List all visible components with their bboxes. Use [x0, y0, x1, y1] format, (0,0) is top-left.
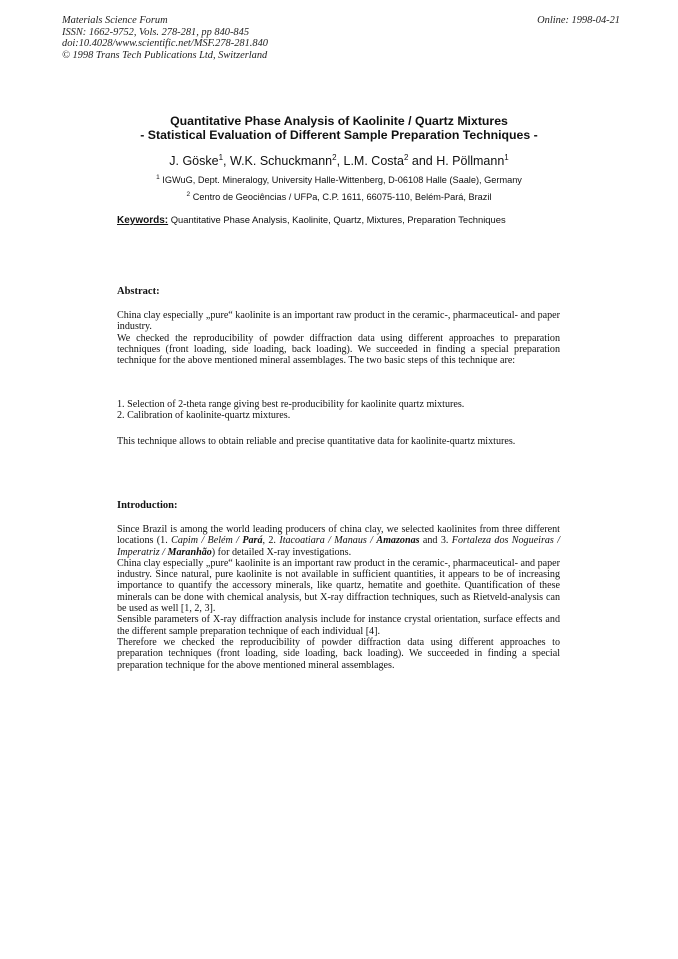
affiliation-mark: 1	[156, 174, 160, 181]
paper-title-line2: - Statistical Evaluation of Different Sample Preparation Techniques -	[140, 128, 538, 142]
abstract-body	[117, 310, 560, 366]
introduction-heading: Introduction:	[117, 500, 178, 511]
abstract-steps	[117, 399, 560, 422]
author-name: and H. Pöllmann	[408, 154, 505, 169]
location-1: Capim / Belém /	[171, 535, 243, 547]
abstract-heading: Abstract:	[117, 286, 160, 297]
keywords-text: Quantitative Phase Analysis, Kaolinite, Quartz, Mixtures, Preparation Techniques	[168, 214, 506, 225]
intro-text: ) for detailed X-ray investigations.	[211, 546, 352, 558]
online-date: Online: 1998-04-21	[537, 15, 620, 26]
author-name: J. Göske	[169, 154, 219, 169]
affiliation-text: IGWuG, Dept. Mineralogy, University Halle-Wittenberg, D-06108 Halle (Saale), Germany	[159, 175, 522, 186]
author-affiliation-mark: 2	[403, 153, 409, 162]
location-1-state: Pará	[242, 535, 263, 547]
introduction-paragraph: Sensible parameters of X-ray diffraction analysis include for instance crystal orientation, surface effects and the different sample preparation technique of each individual [4].	[117, 614, 560, 637]
keywords-label: Keywords:	[117, 215, 169, 226]
author-affiliation-mark: 2	[332, 153, 337, 162]
abstract-paragraph: This technique allows to obtain reliable and precise quantitative data for kaolinite-quartz mixtures.	[117, 436, 516, 447]
affiliation-2	[0, 191, 678, 202]
keywords-line	[117, 214, 506, 226]
author-affiliation-mark: 1	[218, 153, 224, 162]
affiliation-mark: 2	[186, 191, 191, 198]
introduction-paragraph: Therefore we checked the reproducibility of powder diffraction data using different approaches to preparation techniques (front loading, side loading, back loading). We succeeded in finding a special preparation technique for the above mentioned mineral assemblages.	[117, 636, 560, 671]
abstract-paragraph: China clay especially „pure“ kaolinite is an important raw product in the ceramic-, pharmaceutical- and paper industry.	[117, 310, 560, 333]
abstract-conclusion	[117, 436, 560, 447]
location-3-state: Maranhão	[167, 546, 212, 558]
intro-text: Since Brazil is among the world leading producers of china clay, we selected kaolinites from three different locations (1.	[117, 524, 560, 547]
issn-line: ISSN: 1662-9752, Vols. 278-281, pp 840-845	[62, 26, 250, 38]
introduction-body	[117, 524, 560, 671]
introduction-paragraph: China clay especially „pure“ kaolinite is an important raw product in the ceramic-, pharmaceutical- and paper industry. Since natural, pure kaolinite is not available in sufficient quantities, it appears to be of increasing importance to quantify the accessory minerals, like quartz, hematite and goethite. Quantification of these minerals can be done with chemical analysis, but X-ray diffraction techniques, such as Rietveld-analysis can be used as well [1, 2, 3].	[117, 557, 560, 615]
author-affiliation-mark: 1	[504, 153, 509, 162]
intro-text: and 3.	[419, 535, 452, 547]
author-list	[0, 153, 678, 168]
doi-line: doi:10.4028/www.scientific.net/MSF.278-281.840	[62, 38, 268, 50]
intro-text: , 2.	[262, 535, 280, 547]
paper-title-line1: Quantitative Phase Analysis of Kaolinite / Quartz Mixtures	[170, 114, 508, 128]
location-2: Itacoatiara / Manaus /	[279, 535, 377, 547]
abstract-step: 1. Selection of 2-theta range giving best re-producibility for kaolinite quartz mixtures.	[117, 399, 465, 410]
location-3: Fortaleza dos Nogueiras / Imperatriz /	[117, 535, 561, 558]
abstract-step: 2. Calibration of kaolinite-quartz mixtures.	[117, 410, 291, 422]
author-name: , L.M. Costa	[336, 154, 404, 169]
copyright-line: © 1998 Trans Tech Publications Ltd, Switzerland	[62, 49, 268, 61]
affiliation-text: Centro de Geociências / UFPa, C.P. 1611, 66075-110, Belém-Pará, Brazil	[190, 192, 492, 203]
author-name: , W.K. Schuckmann	[223, 154, 333, 169]
affiliation-1	[0, 174, 678, 185]
abstract-paragraph: We checked the reproducibility of powder diffraction data using different approaches to preparation techniques (front loading, side loading, back loading). We succeeded in finding a special preparation technique for the above mentioned mineral assemblages. The two basic steps of this technique are:	[117, 332, 560, 367]
introduction-paragraph	[117, 524, 560, 558]
journal-name: Materials Science Forum	[62, 15, 168, 26]
journal-header	[62, 15, 268, 61]
location-2-state: Amazonas	[376, 535, 420, 547]
